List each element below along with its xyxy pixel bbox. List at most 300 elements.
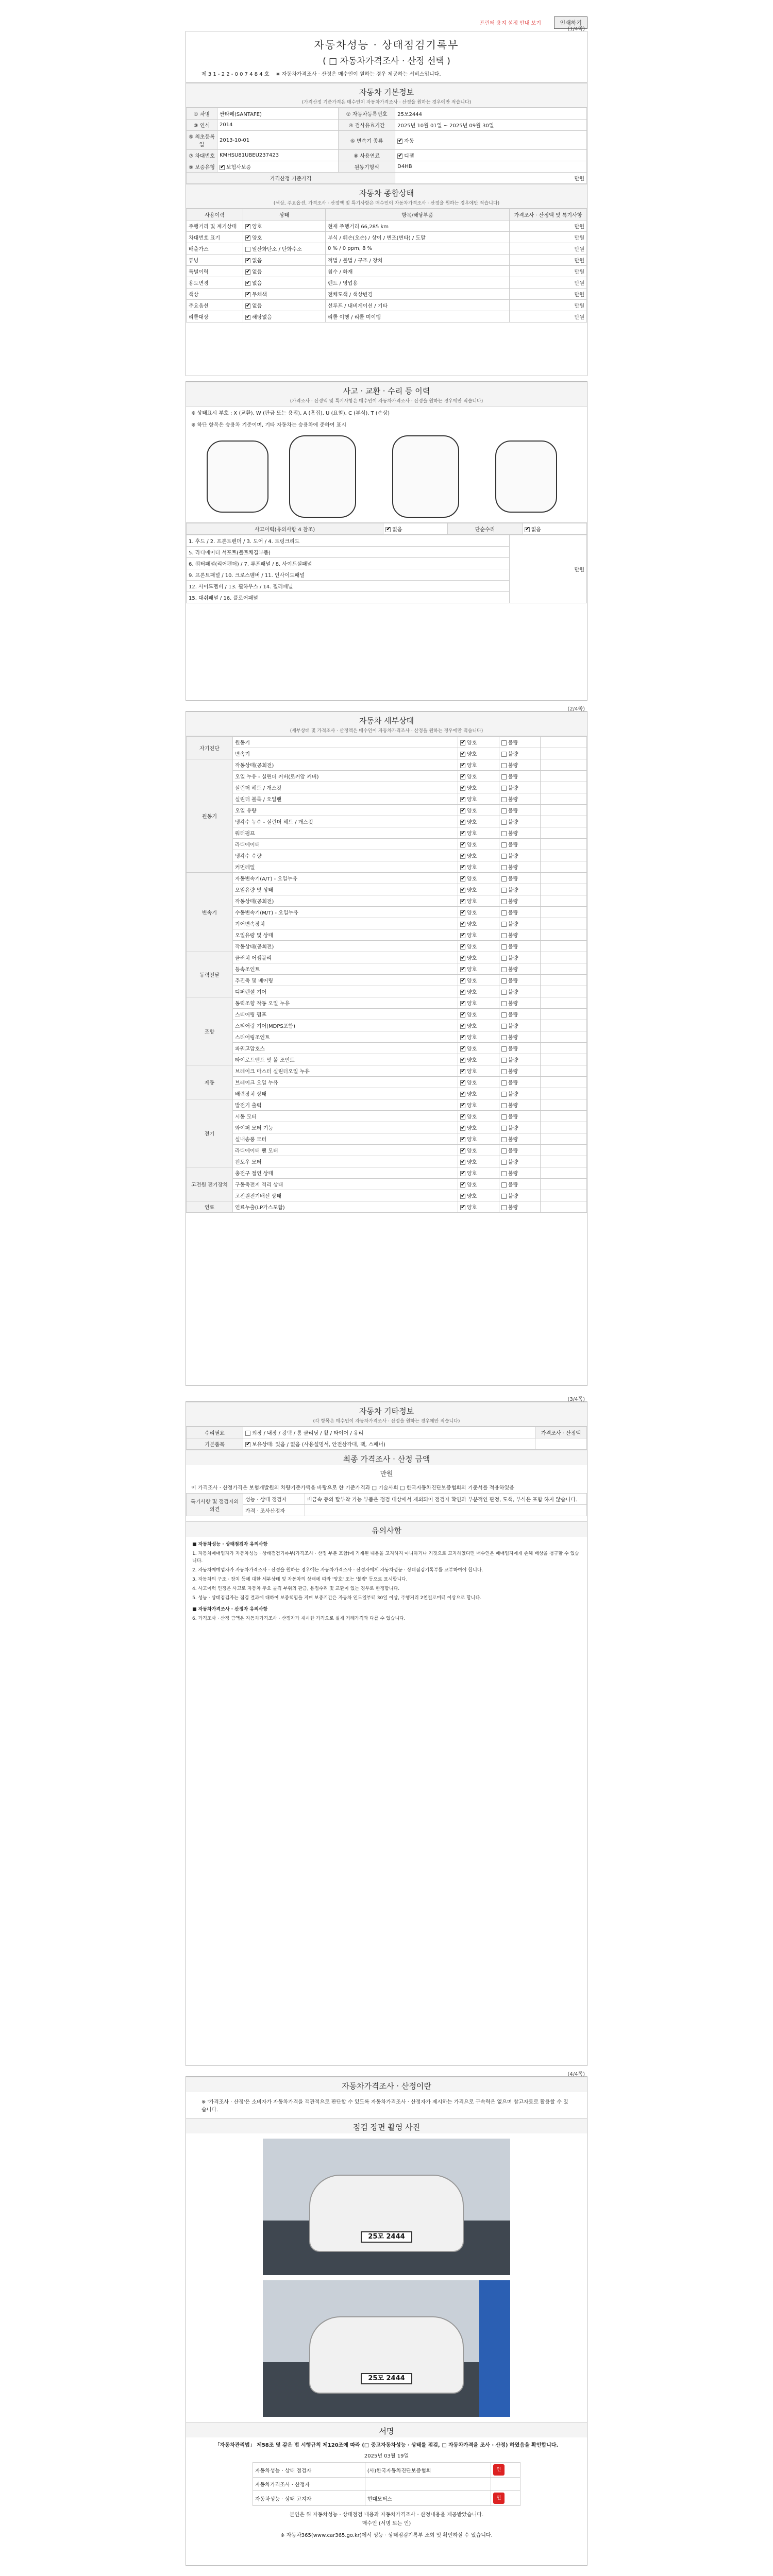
checkbox-icon bbox=[245, 303, 250, 309]
state-bad bbox=[499, 850, 541, 861]
frame-parts-table bbox=[186, 535, 587, 603]
etc-price-label: 가격조사 · 산정액 bbox=[535, 1427, 587, 1438]
state-text: 양호 bbox=[467, 774, 477, 780]
table-row bbox=[187, 1190, 587, 1201]
state-text: 불량 bbox=[508, 990, 518, 995]
state-text: 양호 bbox=[467, 1160, 477, 1165]
printer-guide-link[interactable]: 프린터 용지 설정 안내 보기 bbox=[480, 21, 541, 26]
state-bad bbox=[499, 907, 541, 918]
state-text: 양호 bbox=[467, 763, 477, 769]
checkbox-icon bbox=[460, 1012, 465, 1018]
state-bad bbox=[499, 1088, 541, 1099]
checkbox-icon bbox=[501, 1137, 507, 1142]
state-text: 불량 bbox=[508, 933, 518, 939]
state-bad bbox=[499, 1111, 541, 1122]
sign-text: 「자동차관리법」 제58조 및 같은 법 시행규칙 제120조에 따라 (□ 중고자동차성능 · 상태를 점검, □ 자동차가격을 조사 · 산정) 하였음을 확인합니다. bbox=[214, 2443, 559, 2448]
detail-price bbox=[541, 975, 587, 986]
table-row bbox=[187, 1054, 587, 1065]
state-bad bbox=[499, 918, 541, 929]
checkbox-icon bbox=[501, 1092, 507, 1097]
state-text: 불량 bbox=[508, 1103, 518, 1109]
state-text: 양호 bbox=[467, 854, 477, 859]
state-text: 없음 bbox=[252, 258, 262, 264]
rule-line: 5. 성능 · 상태점검자는 점검 결과에 대하여 보증책임을 지며 보증기간은 자동차 인도일부터 30일 이상, 주행거리 2천킬로미터 이상으로 합니다. bbox=[192, 1596, 482, 1601]
checkbox-icon bbox=[501, 944, 507, 950]
state-text: 양호 bbox=[467, 1171, 477, 1177]
detail-group: 자기진단 bbox=[187, 737, 233, 759]
checkbox-icon bbox=[460, 910, 465, 916]
table-row bbox=[187, 737, 587, 748]
detail-group: 원동기 bbox=[187, 759, 233, 873]
checkbox-icon bbox=[501, 1160, 507, 1165]
state-bad bbox=[499, 1054, 541, 1065]
detail-item: 충전구 절연 상태 bbox=[233, 1167, 458, 1179]
detail-item: 오일 유량 bbox=[233, 805, 458, 816]
table-row bbox=[187, 986, 587, 997]
checkbox-icon bbox=[501, 1012, 507, 1018]
state-text: 불량 bbox=[508, 1046, 518, 1052]
summary-note: (색상, 주요옵션, 가격조사 · 산정액 및 특기사항은 매수인이 자동차가격조사 · 산정을 원하는 경우에만 적습니다) bbox=[186, 199, 587, 209]
state-bad bbox=[499, 793, 541, 805]
sign-title: 서명 bbox=[186, 2422, 587, 2437]
state-text: 양호 bbox=[467, 1148, 477, 1154]
row-label: 리콜대상 bbox=[187, 311, 243, 323]
car-front-photo bbox=[263, 2139, 510, 2275]
detail-item: 냉각수 누수 - 실린더 헤드 / 개스킷 bbox=[233, 816, 458, 827]
table-row bbox=[187, 952, 587, 963]
table-row bbox=[187, 1031, 587, 1043]
table-row bbox=[253, 2478, 520, 2491]
checkbox-icon bbox=[460, 774, 465, 779]
detail-item: 등속조인트 bbox=[233, 963, 458, 975]
detail-price bbox=[541, 1065, 587, 1077]
detail-price bbox=[541, 1156, 587, 1167]
page-number: (3/4쪽) bbox=[567, 1397, 585, 1402]
state-bad bbox=[499, 1020, 541, 1031]
sign-date: 2025년 03월 19일 bbox=[364, 2453, 409, 2459]
state-bad bbox=[499, 748, 541, 759]
signer-name: 현대모터스 bbox=[365, 2491, 491, 2506]
state-text: 양호 bbox=[467, 808, 477, 814]
seal-stamp: 인 bbox=[493, 2493, 505, 2504]
state-text: 양호 bbox=[467, 933, 477, 939]
document-header bbox=[186, 31, 587, 83]
table-row bbox=[187, 997, 587, 1009]
signature-table bbox=[253, 2462, 520, 2506]
state-text: 불량 bbox=[508, 967, 518, 973]
state-text: 양호 bbox=[252, 224, 262, 230]
warranty-label: ⑨ 보증유형 bbox=[187, 161, 217, 173]
car-side-right-icon bbox=[495, 440, 557, 513]
state-text: 불량 bbox=[508, 1058, 518, 1063]
state-text: 불량 bbox=[508, 854, 518, 859]
state-text: 불량 bbox=[508, 740, 518, 746]
checkbox-icon bbox=[460, 740, 465, 745]
row-detail: 리콜 이행 / 리콜 미이행 bbox=[326, 311, 510, 323]
photo-wall bbox=[479, 2280, 510, 2417]
detail-item: 발전기 출력 bbox=[233, 1099, 458, 1111]
row-detail: 적법 / 불법 / 구조 / 장치 bbox=[326, 255, 510, 266]
checkbox-icon bbox=[460, 865, 465, 870]
basic-items-value bbox=[243, 1438, 535, 1450]
car-name-value: 싼타페(SANTAFE) bbox=[217, 108, 339, 120]
checkbox-icon bbox=[245, 292, 250, 297]
table-row bbox=[187, 963, 587, 975]
engine-value: D4HB bbox=[395, 161, 587, 173]
accident-history-value bbox=[383, 523, 448, 535]
checkbox-icon bbox=[501, 1024, 507, 1029]
state-bad bbox=[499, 771, 541, 782]
detail-price bbox=[541, 1201, 587, 1213]
service-notice: ※ 자동차가격조사 · 산정은 매수인이 원하는 경우 제공하는 서비스입니다. bbox=[276, 72, 441, 77]
state-good bbox=[458, 907, 499, 918]
stamp-cell bbox=[491, 2491, 520, 2506]
state-good bbox=[458, 1031, 499, 1043]
signer-name: (사)한국자동차진단보증협회 bbox=[365, 2463, 491, 2478]
checkbox-icon bbox=[460, 1001, 465, 1006]
table-row bbox=[187, 975, 587, 986]
detail-price bbox=[541, 816, 587, 827]
state-bad bbox=[499, 884, 541, 895]
state-bad bbox=[499, 1099, 541, 1111]
accident-price: 만원 bbox=[510, 535, 587, 603]
rule-line: 1. 자동차매매업자가 자동차성능 · 상태점검기록부(가격조사 · 산정 부분 포함)에 기재된 내용을 고지하지 아니하거나 거짓으로 고지하였다면 매수인은 매매업자에게 손해 배상을 청구할 수 있습니다. bbox=[192, 1551, 579, 1564]
first-reg-value: 2013-10-01 bbox=[217, 131, 339, 150]
summary-col-item: 사용이력 bbox=[187, 209, 243, 221]
state-text: 양호 bbox=[467, 1058, 477, 1063]
state-good bbox=[458, 1201, 499, 1213]
detail-item: 스티어링 기어(MDPS포함) bbox=[233, 1020, 458, 1031]
table-row bbox=[187, 929, 587, 941]
detail-item: 자동변속기(A/T) - 오일누유 bbox=[233, 873, 458, 884]
state-text: 불량 bbox=[508, 1171, 518, 1177]
state-good bbox=[458, 873, 499, 884]
row-detail: 침수 / 화재 bbox=[326, 266, 510, 277]
checkbox-icon bbox=[460, 808, 465, 814]
etc-note: (각 항목은 매수인이 자동차가격조사 · 산정을 원하는 경우에만 적습니다) bbox=[186, 1417, 587, 1427]
checkbox-icon bbox=[501, 1114, 507, 1120]
document-title: 자동차성능 · 상태점검기록부 bbox=[314, 39, 459, 51]
row-state bbox=[243, 243, 326, 255]
detail-item: 원동기 bbox=[233, 737, 458, 748]
state-text: 불량 bbox=[508, 1194, 518, 1199]
accident-history-label: 사고이력(유의사항 4 참조) bbox=[187, 523, 383, 535]
state-text: 불량 bbox=[508, 842, 518, 848]
car-side-left-icon bbox=[207, 440, 268, 513]
vin-label: ⑦ 차대번호 bbox=[187, 150, 217, 161]
gearbox-value bbox=[395, 131, 587, 150]
table-row bbox=[187, 221, 587, 232]
detail-item: 윈도우 모터 bbox=[233, 1156, 458, 1167]
state-text: 불량 bbox=[508, 808, 518, 814]
checkbox-icon bbox=[501, 967, 507, 972]
basic-info-title: 자동차 기본정보 bbox=[186, 83, 587, 98]
state-good bbox=[458, 884, 499, 895]
detail-item: 오일유량 및 상태 bbox=[233, 884, 458, 895]
state-text: 양호 bbox=[467, 1024, 477, 1029]
state-text: 일산화탄소 / 탄화수소 bbox=[252, 247, 302, 252]
detail-item: 오일유량 및 상태 bbox=[233, 929, 458, 941]
state-good bbox=[458, 1156, 499, 1167]
table-row bbox=[187, 759, 587, 771]
detail-price bbox=[541, 952, 587, 963]
buyer-sign: 매수인 (서명 또는 인) bbox=[362, 2521, 411, 2527]
table-row bbox=[187, 941, 587, 952]
state-text: 양호 bbox=[467, 1035, 477, 1041]
rules-title: 유의사항 bbox=[186, 1521, 587, 1537]
state-good bbox=[458, 793, 499, 805]
row-price: 만원 bbox=[510, 311, 587, 323]
state-bad bbox=[499, 805, 541, 816]
checkbox-icon bbox=[501, 865, 507, 870]
state-text: 양호 bbox=[467, 1080, 477, 1086]
checkbox-icon bbox=[245, 224, 250, 229]
state-good bbox=[458, 1043, 499, 1054]
checkbox-icon bbox=[245, 258, 250, 263]
state-good bbox=[458, 827, 499, 839]
checkbox-icon bbox=[501, 888, 507, 893]
state-bad bbox=[499, 1133, 541, 1145]
checkbox-icon bbox=[460, 1092, 465, 1097]
state-bad bbox=[499, 839, 541, 850]
state-good bbox=[458, 929, 499, 941]
detail-price bbox=[541, 839, 587, 850]
state-text: 없음 bbox=[252, 303, 262, 309]
checkbox-icon bbox=[501, 1205, 507, 1210]
page-3 bbox=[186, 1397, 587, 2066]
detail-item: 배력장치 상태 bbox=[233, 1088, 458, 1099]
detail-group: 전기 bbox=[187, 1099, 233, 1167]
checkbox-icon bbox=[220, 165, 225, 170]
checkbox-icon bbox=[245, 281, 250, 286]
detail-item: 브레이크 오일 누유 bbox=[233, 1077, 458, 1088]
state-good bbox=[458, 1179, 499, 1190]
state-text: 불량 bbox=[508, 1035, 518, 1041]
checkbox-icon bbox=[460, 876, 465, 882]
table-row bbox=[187, 850, 587, 861]
state-text: 양호 bbox=[467, 1012, 477, 1018]
rule-line: 3. 자동차의 구조 · 장치 등에 대한 세부상태 및 자동차의 상태에 따라 '양호' 또는 '불량' 등으로 표시합니다. bbox=[192, 1577, 408, 1582]
state-text: 불량 bbox=[508, 1148, 518, 1154]
gearbox-text: 자동 bbox=[404, 138, 414, 144]
detail-price bbox=[541, 748, 587, 759]
repair-need-label: 수리필요 bbox=[187, 1427, 243, 1438]
page-number: (2/4쪽) bbox=[567, 706, 585, 712]
row-label: 용도변경 bbox=[187, 277, 243, 289]
detail-price bbox=[541, 1133, 587, 1145]
checkbox-icon bbox=[501, 1194, 507, 1199]
state-text: 양호 bbox=[467, 1069, 477, 1075]
row-detail: 0 % / 0 ppm, 8 % bbox=[326, 243, 510, 255]
detail-price bbox=[541, 793, 587, 805]
state-text: 불량 bbox=[508, 763, 518, 769]
detail-price bbox=[541, 963, 587, 975]
inspector-table bbox=[186, 1493, 587, 1516]
state-good bbox=[458, 1009, 499, 1020]
base-price-value: 만원 bbox=[395, 173, 587, 184]
state-bad bbox=[499, 1167, 541, 1179]
table-row bbox=[187, 771, 587, 782]
state-bad bbox=[499, 1145, 541, 1156]
gearbox-label: ⑥ 변속기 종류 bbox=[339, 131, 395, 150]
detail-item: 와이퍼 모터 기능 bbox=[233, 1122, 458, 1133]
state-text: 불량 bbox=[508, 1137, 518, 1143]
checkbox-icon bbox=[397, 139, 402, 144]
signer-role: 자동차성능 · 상태 고지자 bbox=[253, 2491, 365, 2506]
detail-price bbox=[541, 805, 587, 816]
price-inspector-role: 가격 · 조사산정자 bbox=[243, 1505, 305, 1516]
table-row bbox=[187, 255, 587, 266]
state-text: 양호 bbox=[467, 910, 477, 916]
state-text: 양호 bbox=[467, 1137, 477, 1143]
state-text: 양호 bbox=[467, 1205, 477, 1211]
detail-price bbox=[541, 884, 587, 895]
detail-item: 냉각수 수량 bbox=[233, 850, 458, 861]
warranty-text: 보험사보증 bbox=[226, 165, 251, 171]
state-text: 없음 bbox=[252, 281, 262, 286]
signer-name bbox=[365, 2478, 491, 2491]
row-detail: 렌트 / 영업용 bbox=[326, 277, 510, 289]
detail-item: 클러치 어셈블리 bbox=[233, 952, 458, 963]
detail-price bbox=[541, 737, 587, 748]
detail-note: (세부상태 및 가격조사 · 산정액은 매수인이 자동차가격조사 · 산정을 원하는 경우에만 적습니다) bbox=[186, 727, 587, 736]
simple-repair-label: 단순수리 bbox=[448, 523, 522, 535]
rule-line: 4. 사고이력 인정은 사고로 자동차 주요 골격 부위의 판금, 용접수리 및 교환이 있는 경우로 한정합니다. bbox=[192, 1586, 400, 1591]
state-text: 양호 bbox=[467, 876, 477, 882]
checkbox-icon bbox=[460, 763, 465, 768]
state-good bbox=[458, 918, 499, 929]
state-bad bbox=[499, 1077, 541, 1088]
table-row bbox=[187, 895, 587, 907]
page-number: (1/4쪽) bbox=[567, 26, 585, 32]
state-text: 양호 bbox=[467, 831, 477, 837]
row-price: 만원 bbox=[510, 277, 587, 289]
checkbox-icon bbox=[460, 1160, 465, 1165]
car-top-icon bbox=[289, 435, 356, 518]
row-state bbox=[243, 232, 326, 243]
checkbox-icon bbox=[501, 1058, 507, 1063]
fuel-text: 디젤 bbox=[404, 154, 414, 159]
detail-price bbox=[541, 782, 587, 793]
state-text: 불량 bbox=[508, 1001, 518, 1007]
detail-price bbox=[541, 997, 587, 1009]
state-good bbox=[458, 986, 499, 997]
state-text: 양호 bbox=[467, 899, 477, 905]
accident-hint-2: ※ 하단 항목은 승용차 기준이며, 기타 자동차는 승용차에 준하여 표시 bbox=[191, 422, 346, 428]
rule-line: 2. 자동차매매업자가 자동차가격조사 · 산정을 원하는 경우에는 자동차가격조사 · 산정자에게 자동차성능 · 상태점검기록부를 교부하여야 합니다. bbox=[192, 1568, 483, 1573]
state-text: 양호 bbox=[467, 786, 477, 791]
state-good bbox=[458, 963, 499, 975]
table-row bbox=[187, 1077, 587, 1088]
state-text: 불량 bbox=[508, 797, 518, 803]
detail-item: 고전원전기배선 상태 bbox=[233, 1190, 458, 1201]
checkbox-icon bbox=[501, 774, 507, 779]
table-row bbox=[187, 1009, 587, 1020]
state-text: 양호 bbox=[467, 740, 477, 746]
table-row bbox=[187, 243, 587, 255]
table-row bbox=[187, 884, 587, 895]
state-bad bbox=[499, 816, 541, 827]
checkbox-icon bbox=[460, 944, 465, 950]
basic-info-table bbox=[186, 108, 587, 184]
rules-head-1: ■ 자동차성능 · 상태점검자 유의사항 bbox=[192, 1542, 268, 1547]
checkbox-icon bbox=[460, 786, 465, 791]
accident-value-text: 없음 bbox=[392, 527, 402, 533]
detail-item: 실린더 블록 / 오일팬 bbox=[233, 793, 458, 805]
state-good bbox=[458, 1133, 499, 1145]
detail-price bbox=[541, 1179, 587, 1190]
table-row bbox=[187, 1438, 587, 1450]
inspection-label: ④ 검사유효기간 bbox=[339, 120, 395, 131]
state-good bbox=[458, 850, 499, 861]
checkbox-icon bbox=[501, 910, 507, 916]
stamp-cell bbox=[491, 2463, 520, 2478]
state-text: 양호 bbox=[467, 888, 477, 893]
checkbox-icon bbox=[460, 1194, 465, 1199]
repair-value-text: 없음 bbox=[531, 527, 542, 533]
state-good bbox=[458, 839, 499, 850]
state-text: 불량 bbox=[508, 899, 518, 905]
state-text: 양호 bbox=[252, 235, 262, 241]
repair-need-value bbox=[243, 1427, 535, 1438]
table-row bbox=[187, 918, 587, 929]
checkbox-icon bbox=[460, 1126, 465, 1131]
detail-item: 작동상태(공회전) bbox=[233, 759, 458, 771]
detail-group: 조향 bbox=[187, 997, 233, 1065]
inspector-note: 비금속 등의 탈부착 가능 부품은 점검 대상에서 제외되어 점검자 확인과 부분적인 판정, 도색, 부식은 포함 하지 않습니다. bbox=[305, 1494, 587, 1505]
checkbox-icon bbox=[460, 1103, 465, 1108]
checkbox-icon bbox=[460, 854, 465, 859]
detail-item: 작동상태(공회전) bbox=[233, 941, 458, 952]
checkbox-icon bbox=[501, 1046, 507, 1052]
row-state bbox=[243, 266, 326, 277]
detail-price bbox=[541, 759, 587, 771]
frame-row: 5. 라디에이터 서포트(볼트체결부품) bbox=[187, 547, 510, 558]
table-row bbox=[187, 311, 587, 323]
detail-item: 작동상태(공회전) bbox=[233, 895, 458, 907]
frame-row: 1. 후드 / 2. 프론트펜더 / 3. 도어 / 4. 트렁크리드 bbox=[187, 535, 510, 547]
row-state bbox=[243, 221, 326, 232]
checkbox-icon bbox=[245, 235, 250, 241]
table-row bbox=[187, 1201, 587, 1213]
state-text: 양호 bbox=[467, 1194, 477, 1199]
row-state bbox=[243, 300, 326, 311]
detail-item: 구동축전지 격리 상태 bbox=[233, 1179, 458, 1190]
print-button[interactable]: 인쇄하기 bbox=[554, 16, 587, 29]
detail-group: 연료 bbox=[187, 1201, 233, 1213]
checkbox-icon bbox=[460, 899, 465, 904]
inspector-label: 특기사항 및 점검자의 의견 bbox=[187, 1494, 243, 1516]
reg-no-label: ② 자동차등록번호 bbox=[339, 108, 395, 120]
checkbox-icon bbox=[501, 978, 507, 984]
final-price-title: 최종 가격조사 · 산정 금액 bbox=[186, 1450, 587, 1465]
state-good bbox=[458, 1167, 499, 1179]
checkbox-icon bbox=[501, 842, 507, 848]
detail-item: 수동변속기(M/T) - 오일누유 bbox=[233, 907, 458, 918]
row-label: 튜닝 bbox=[187, 255, 243, 266]
checkbox-icon bbox=[501, 808, 507, 814]
checkbox-icon bbox=[501, 990, 507, 995]
row-label: 주행거리 및 계기상태 bbox=[187, 221, 243, 232]
detail-group: 동력전달 bbox=[187, 952, 233, 997]
detail-price bbox=[541, 1099, 587, 1111]
state-good bbox=[458, 1099, 499, 1111]
document-subtitle: ( □ 자동차가격조사 · 산정 선택 ) bbox=[323, 56, 450, 66]
detail-price bbox=[541, 771, 587, 782]
state-bad bbox=[499, 1179, 541, 1190]
row-state bbox=[243, 277, 326, 289]
table-row bbox=[187, 805, 587, 816]
